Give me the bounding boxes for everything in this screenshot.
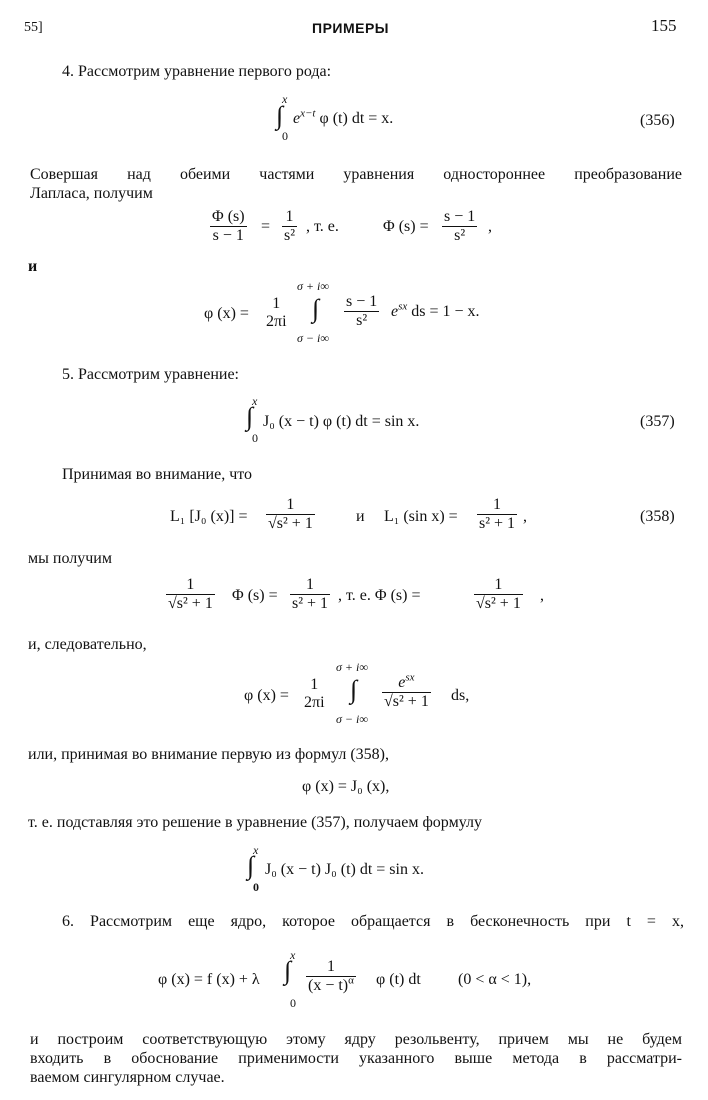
fraction: $\frac{1}{\text{s² + 1}}$ bbox=[479, 496, 516, 532]
paragraph-line: входить в обоснование применимости указанного выше метода в рассматри- bbox=[30, 1050, 682, 1067]
integral-sign: ∫ bbox=[276, 101, 284, 130]
fraction: $e^{sx}$ √s² + 1 bbox=[384, 671, 429, 710]
paragraph-line: и построим соответствующую этому ядру резольвенту, причем мы не будем bbox=[30, 1031, 682, 1048]
running-title: ПРИМЕРЫ bbox=[312, 20, 390, 36]
fraction: 1 2πi bbox=[266, 295, 287, 330]
integral-sign: ∫ bbox=[312, 294, 320, 323]
equation-number: (358) bbox=[640, 508, 675, 525]
paragraph-line: Принимая во внимание, что bbox=[62, 466, 253, 483]
paragraph-line: мы получим bbox=[28, 550, 112, 567]
example-6-intro: 6. Рассмотрим еще ядро, которое обращается в бесконечность при t = x, bbox=[62, 913, 684, 930]
fraction: $\frac{1}{\text{√s² + 1}}$ bbox=[268, 496, 313, 532]
fraction: $\frac{s - 1}{\text{s²}}$ bbox=[346, 293, 378, 329]
fraction: $\frac{1}{(x - t)^\alpha}$ bbox=[308, 958, 354, 994]
equation-number: (357) bbox=[640, 413, 675, 430]
fraction: $\frac{1}{\text{s² + 1}}$ bbox=[292, 576, 329, 612]
fraction: 1 2πi bbox=[304, 676, 325, 711]
example-4-intro: 4. Рассмотрим уравнение первого рода: bbox=[62, 63, 332, 80]
paragraph-line: ваемом сингулярном случае. bbox=[30, 1069, 225, 1086]
section-marker: 55] bbox=[24, 20, 43, 35]
paragraph-line: Совершая над обеими частями уравнения одностороннее преобразование bbox=[30, 166, 682, 183]
integral-sign: ∫ bbox=[350, 675, 358, 704]
paragraph-line: и, следовательно, bbox=[28, 636, 147, 653]
fraction: $\frac{1}{\text{√s² + 1}}$ bbox=[476, 576, 521, 612]
example-5-intro: 5. Рассмотрим уравнение: bbox=[62, 366, 239, 383]
fraction: $\frac{\Phi (s)}{s - 1}$ bbox=[212, 208, 245, 244]
fraction: $\frac{1}{\text{√s² + 1}}$ bbox=[168, 576, 213, 612]
paragraph-line: Лапласа, получим bbox=[30, 185, 153, 202]
paragraph-line: т. е. подставляя это решение в уравнение (357), получаем формулу bbox=[28, 814, 482, 831]
fraction: $\frac{s - 1}{\text{s²}}$ bbox=[444, 208, 476, 244]
equation-solution: φ (x) = J₀ (x), bbox=[302, 778, 390, 795]
equation-number: (356) bbox=[640, 112, 675, 129]
integral-sign: ∫ bbox=[246, 402, 254, 431]
integral-sign: ∫ bbox=[284, 956, 292, 985]
fraction: $\frac{1}{\text{s²}}$ bbox=[284, 208, 296, 244]
page-number: 155 bbox=[651, 16, 677, 35]
conjunction: и bbox=[28, 258, 38, 275]
paragraph-line: или, принимая во внимание первую из формул (358), bbox=[28, 746, 389, 763]
integral-sign: ∫ bbox=[247, 851, 255, 880]
